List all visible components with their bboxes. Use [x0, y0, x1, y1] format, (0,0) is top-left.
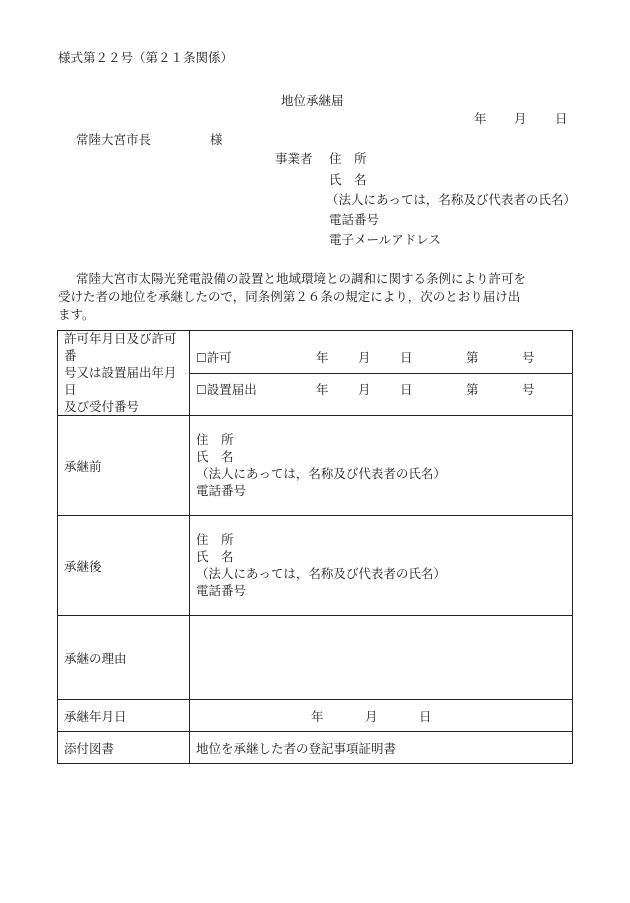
attachments-label: 添付図書 — [58, 732, 190, 764]
before-corp-note: （法人にあっては，名称及び代表者の氏名） — [196, 465, 446, 481]
notice-number[interactable]: 第 号 — [466, 382, 535, 398]
before-label: 承継前 — [58, 416, 190, 516]
succession-date-field[interactable]: 年 月 日 — [190, 700, 573, 732]
permit-number[interactable]: 第 号 — [466, 350, 535, 366]
applicant-label: 事業者 — [275, 151, 313, 166]
permit-options — [190, 331, 573, 416]
submission-day[interactable]: 日 — [555, 111, 568, 126]
permit-row — [58, 331, 573, 416]
applicant-address[interactable]: 住 所 — [329, 151, 367, 166]
notice-date[interactable]: 年 月 日 — [316, 382, 413, 398]
reason-field[interactable] — [190, 616, 573, 700]
before-row — [58, 416, 573, 516]
attachments-value: 地位を承継した者の登記事項証明書 — [190, 732, 573, 764]
permit-option-label: 許可 — [206, 350, 232, 366]
after-phone[interactable]: 電話番号 — [196, 582, 247, 598]
before-name[interactable]: 氏 名 — [196, 449, 234, 464]
option-installation-notice — [190, 373, 572, 405]
permit-label: 許可年月日及び許可番 号又は設置届出年月日 及び受付番号 — [58, 331, 190, 416]
succession-table — [57, 330, 573, 764]
after-name[interactable]: 氏 名 — [196, 549, 234, 564]
reason-row — [58, 616, 573, 700]
reason-label: 承継の理由 — [58, 616, 190, 700]
body-line: 常陸大宮市太陽光発電設備の設置と地域環境との調和に関する条例により許可を — [76, 271, 527, 286]
option-permit — [190, 342, 572, 373]
page-title: 地位承継届 — [281, 93, 344, 108]
before-phone[interactable]: 電話番号 — [196, 482, 247, 498]
body-text — [58, 270, 578, 324]
permit-checkbox[interactable]: ☐ — [196, 351, 207, 366]
after-corp-note: （法人にあっては，名称及び代表者の氏名） — [196, 565, 446, 581]
attachments-row — [58, 732, 573, 764]
applicant-email[interactable]: 電子メールアドレス — [329, 232, 441, 247]
submission-month[interactable]: 月 — [514, 111, 527, 126]
succession-date-row — [58, 700, 573, 732]
permit-date[interactable]: 年 月 日 — [316, 350, 413, 366]
addressee-name: 常陸大宮市長 — [76, 132, 152, 147]
succession-date-label: 承継年月日 — [58, 700, 190, 732]
after-label: 承継後 — [58, 516, 190, 616]
after-row — [58, 516, 573, 616]
submission-year[interactable]: 年 — [474, 111, 487, 126]
applicant-phone[interactable]: 電話番号 — [329, 212, 380, 227]
notice-checkbox[interactable]: ☐ — [196, 383, 207, 398]
form-number: 様式第２２号（第２１条関係） — [58, 50, 234, 65]
applicant-corp-note: （法人にあっては，名称及び代表者の氏名） — [326, 192, 576, 207]
after-address[interactable]: 住 所 — [196, 532, 234, 548]
body-line: ます。 — [58, 307, 95, 323]
applicant-name[interactable]: 氏 名 — [329, 172, 367, 187]
addressee-honorific: 様 — [210, 132, 223, 147]
before-address[interactable]: 住 所 — [196, 432, 234, 448]
notice-option-label: 設置届出 — [206, 382, 257, 398]
before-fields[interactable] — [190, 416, 573, 516]
after-fields[interactable] — [190, 516, 573, 616]
body-line: 受けた者の地位を承継したので，同条例第２６条の規定により，次のとおり届け出 — [58, 289, 521, 305]
